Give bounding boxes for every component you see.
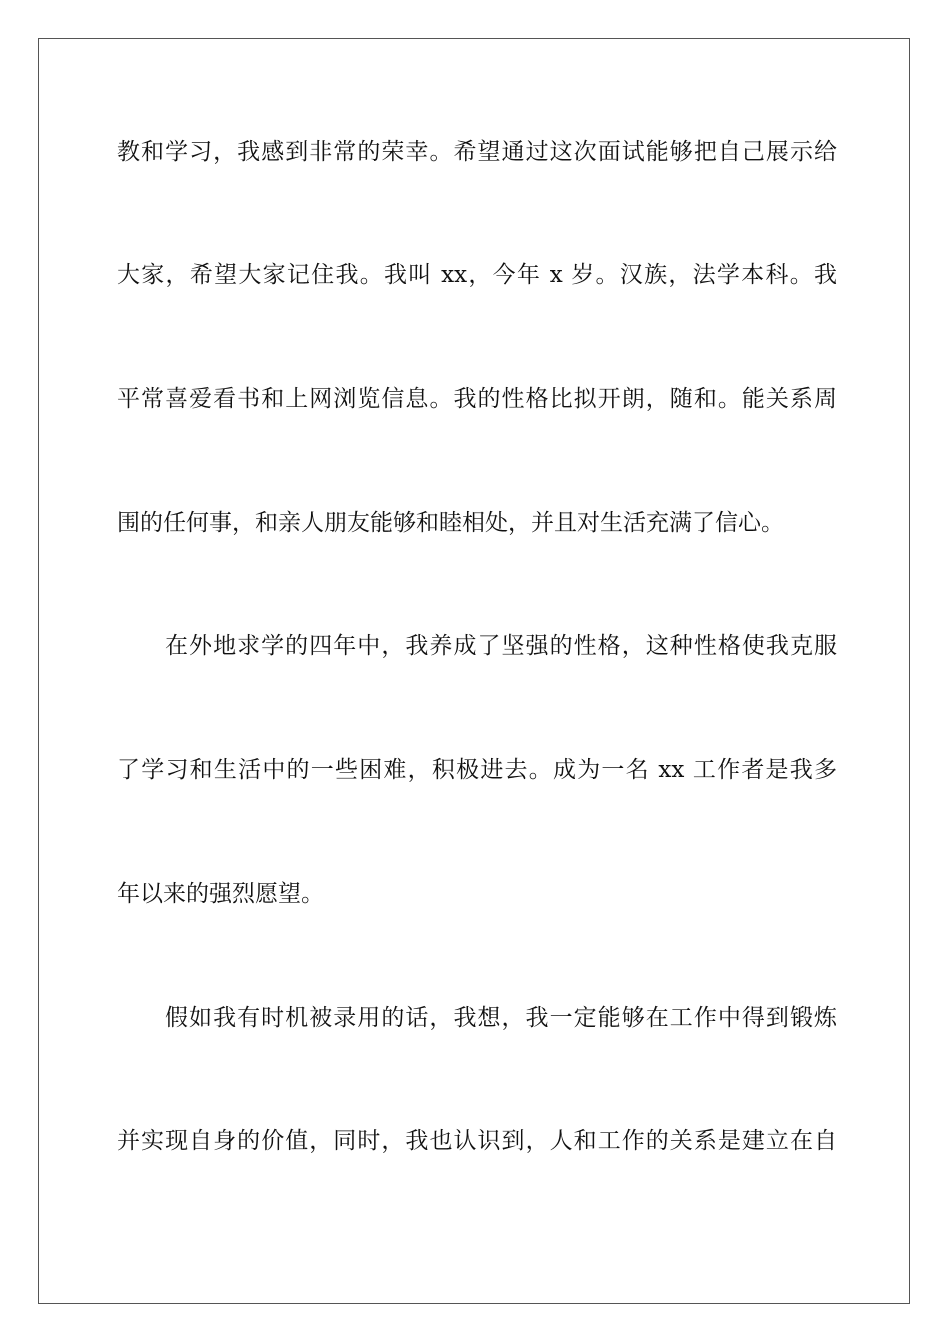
page-border: [38, 38, 910, 1304]
text-line-2: 大家，希望大家记住我。我叫 xx，今年 x 岁。汉族，法学本科。我: [117, 262, 837, 288]
paragraph-2-line-2: 了学习和生活中的一些困难，积极进去。成为一名 xx 工作者是我多: [117, 757, 837, 783]
paragraph-3-line-1: 假如我有时机被录用的话，我想，我一定能够在工作中得到锻炼: [165, 1005, 837, 1031]
paragraph-3-line-2: 并实现自身的价值，同时，我也认识到，人和工作的关系是建立在自: [117, 1128, 837, 1154]
text-line-3: 平常喜爱看书和上网浏览信息。我的性格比拟开朗，随和。能关系周: [117, 386, 837, 412]
paragraph-2-line-3: 年以来的强烈愿望。: [117, 881, 324, 907]
text-line-4: 围的任何事，和亲人朋友能够和睦相处，并且对生活充满了信心。: [117, 510, 784, 536]
text-line-1: 教和学习，我感到非常的荣幸。希望通过这次面试能够把自己展示给: [117, 139, 837, 165]
paragraph-2-line-1: 在外地求学的四年中，我养成了坚强的性格，这种性格使我克服: [165, 633, 837, 659]
